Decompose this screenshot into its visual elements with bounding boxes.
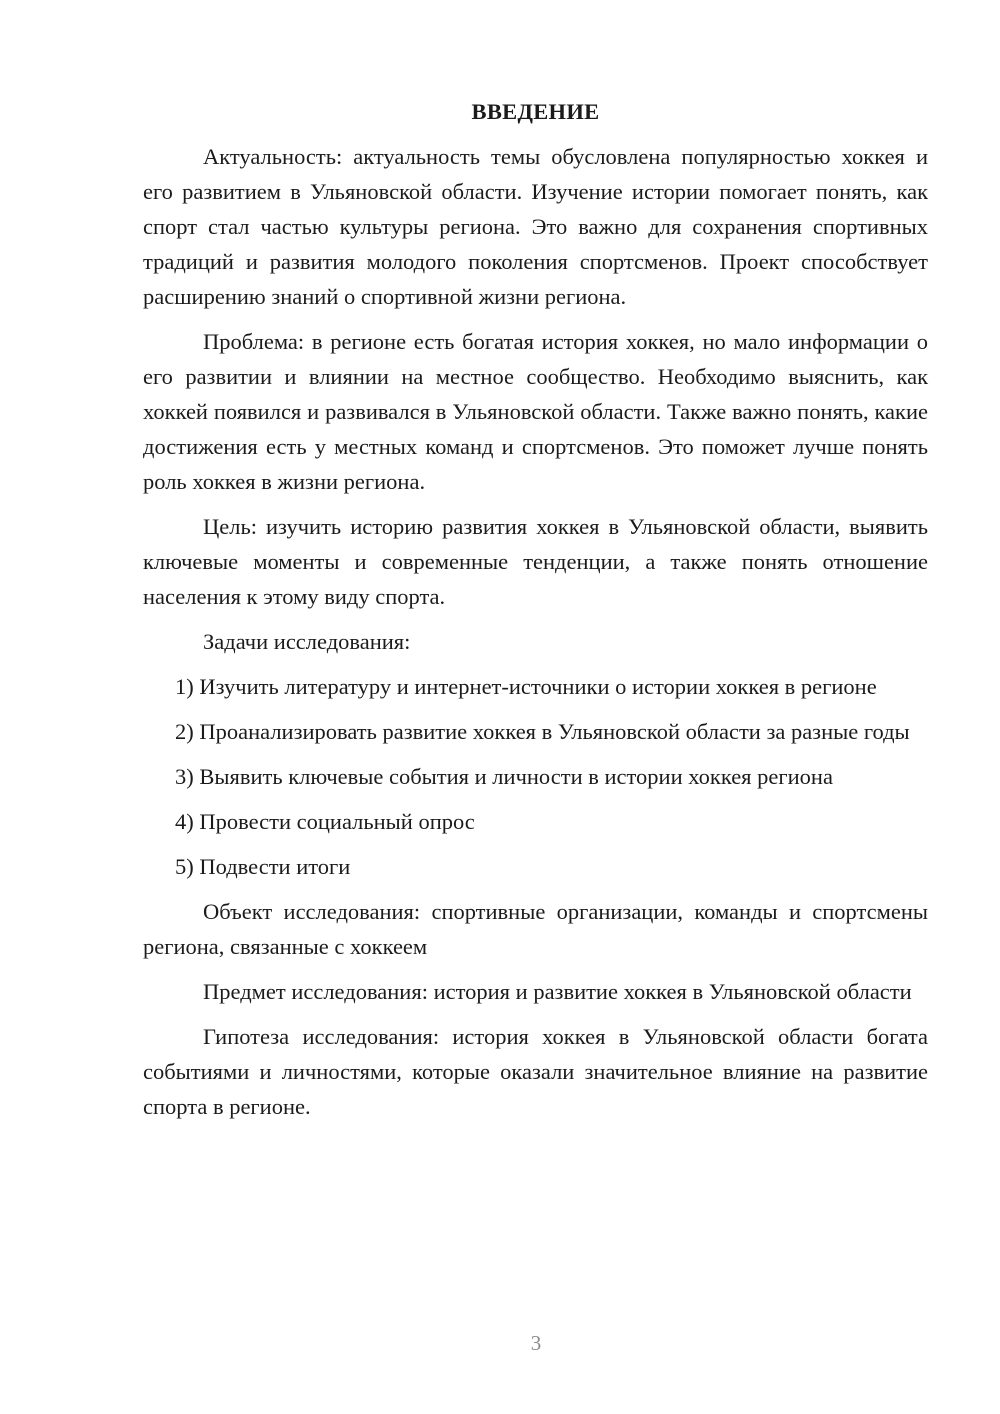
- paragraph-object: Объект исследования: спортивные организации, команды и спортсмены региона, связанные с хоккеем: [143, 899, 928, 959]
- task-item-3: 3) Выявить ключевые события и личности в истории хоккея региона: [175, 764, 833, 789]
- task-item-2: 2) Проанализировать развитие хоккея в Ульяновской области за разные годы: [175, 719, 910, 744]
- task-item-1: 1) Изучить литературу и интернет-источники о истории хоккея в регионе: [175, 674, 877, 699]
- paragraph-subject: Предмет исследования: история и развитие хоккея в Ульяновской области: [203, 979, 912, 1004]
- task-item-5: 5) Подвести итоги: [175, 854, 351, 879]
- paragraph-hypothesis: Гипотеза исследования: история хоккея в Ульяновской области богата событиями и личностями, которые оказали значительное влияние на развитие спорта в регионе.: [143, 1024, 928, 1119]
- paragraph-relevance: Актуальность: актуальность темы обусловлена популярностью хоккея и его развитием в Ульяновской области. Изучение истории помогает понять, как спорт стал частью культуры региона. Это важно для сохранения спортивных традиций и развития молодого поколения спортсменов. Проект способствует расширению знаний о спортивной жизни региона.: [143, 144, 928, 309]
- page-content: [143, 94, 928, 1134]
- page-title: ВВЕДЕНИЕ: [471, 99, 600, 124]
- paragraph-goal: Цель: изучить историю развития хоккея в Ульяновской области, выявить ключевые моменты и современные тенденции, а также понять отношение населения к этому виду спорта.: [143, 514, 928, 609]
- page-number: 3: [530, 1331, 542, 1355]
- tasks-heading: Задачи исследования:: [203, 629, 411, 654]
- paragraph-problem: Проблема: в регионе есть богатая история хоккея, но мало информации о его развитии и влиянии на местное сообщество. Необходимо выяснить, как хоккей появился и развивался в Ульяновской области. Также важно понять, какие достижения есть у местных команд и спортсменов. Это поможет лучше понять роль хоккея в жизни региона.: [143, 329, 928, 494]
- task-item-4: 4) Провести социальный опрос: [175, 809, 475, 834]
